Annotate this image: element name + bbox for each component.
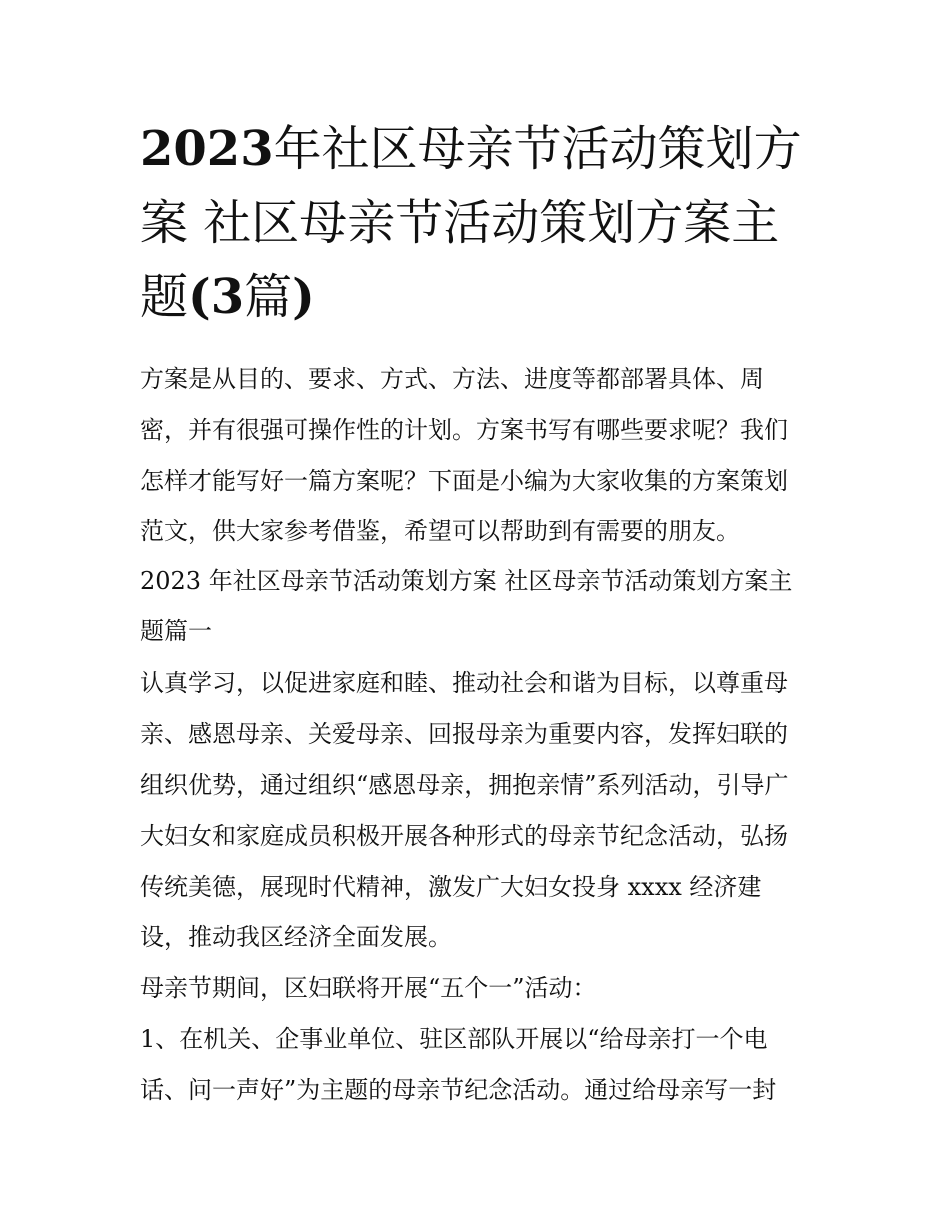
body-line-9: 传统美德，展现时代精神，激发广大妇女投身 xxxx 经济建 xyxy=(140,873,762,901)
body-line-7: 组织优势，通过组织“感恩母亲，拥抱亲情”系列活动，引导广 xyxy=(140,771,789,799)
body-line-5: 认真学习，以促进家庭和睦、推动社会和谐为目标，以尊重母 xyxy=(140,669,788,697)
title-year: 2023 xyxy=(140,121,274,177)
title-line3-text: 题 xyxy=(140,269,189,325)
body-line-12: 1、在机关、企事业单位、驻区部队开展以“给母亲打一个电 xyxy=(140,1025,768,1053)
section-heading-line-2: 题篇一 xyxy=(140,617,212,645)
body-line-13: 话、问一声好”为主题的母亲节纪念活动。通过给母亲写一封 xyxy=(140,1076,777,1104)
body-line-11: 母亲节期间，区妇联将开展“五个一”活动： xyxy=(140,974,597,1002)
body-line-6: 亲、感恩母亲、关爱母亲、回报母亲为重要内容，发挥妇联的 xyxy=(140,720,788,748)
title-line1-text: 年社区母亲节活动策划方 xyxy=(273,121,802,177)
body-line-2: 密，并有很强可操作性的计划。方案书写有哪些要求呢？我们 xyxy=(140,416,788,444)
body-line-4: 范文，供大家参考借鉴，希望可以帮助到有需要的朋友。 xyxy=(140,517,740,545)
document-title xyxy=(140,112,820,334)
body-line-8: 大妇女和家庭成员积极开展各种形式的母亲节纪念活动，弘扬 xyxy=(140,822,788,850)
body-line-3: 怎样才能写好一篇方案呢？下面是小编为大家收集的方案策划 xyxy=(140,467,788,495)
title-count: (3 xyxy=(188,269,245,325)
body-line-10: 设，推动我区经济全面发展。 xyxy=(140,923,452,951)
title-line3-unit: 篇 xyxy=(244,269,293,325)
title-line2: 案 社区母亲节活动策划方案主 xyxy=(140,195,780,251)
title-close-paren: ) xyxy=(292,269,315,325)
body-line-1: 方案是从目的、要求、方式、方法、进度等都部署具体、周 xyxy=(140,365,764,393)
section-heading-line-1: 2023 年社区母亲节活动策划方案 社区母亲节活动策划方案主 xyxy=(140,567,793,595)
